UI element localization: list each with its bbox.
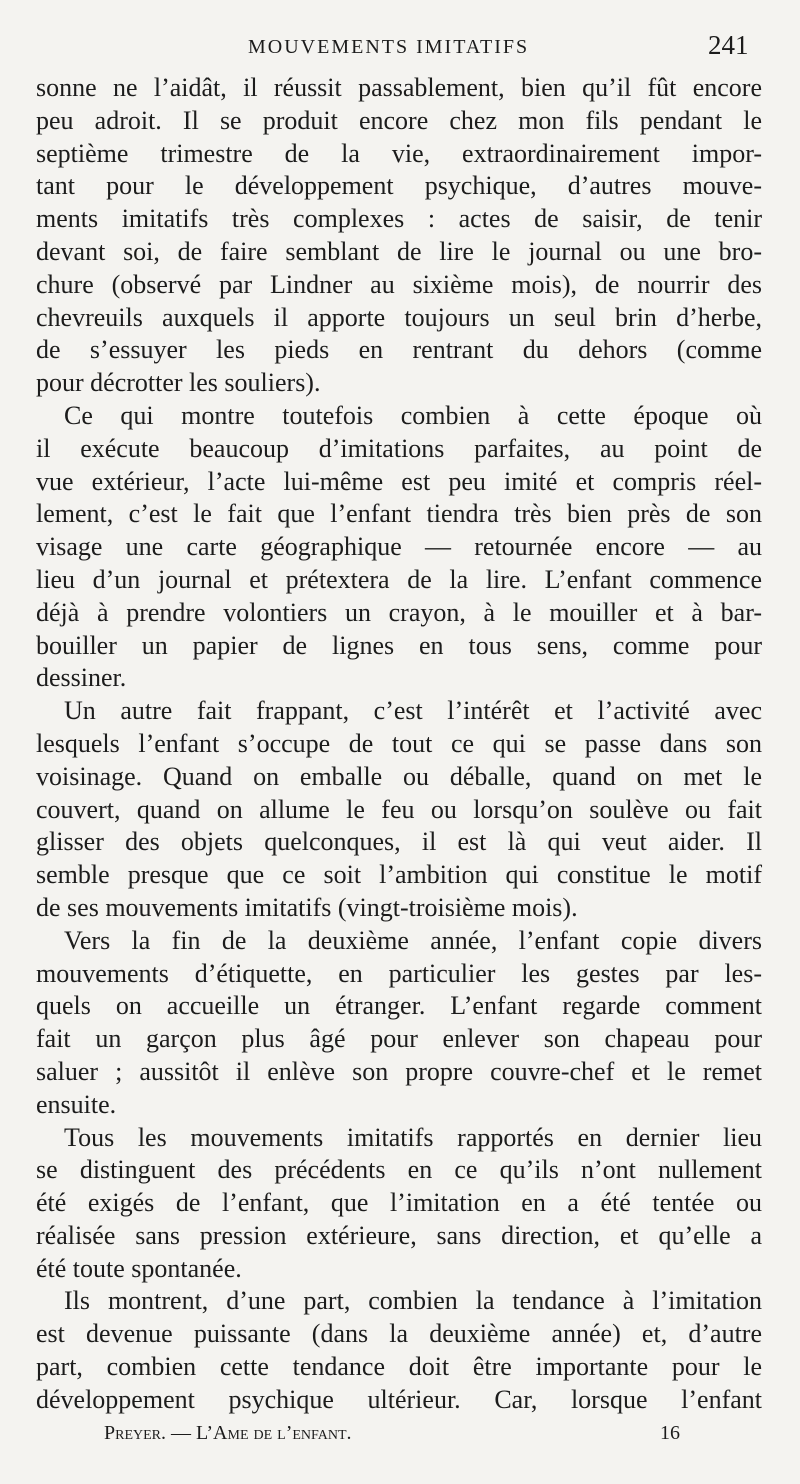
sheet-number: 16 [660,1422,680,1444]
paragraph-first-line: Tous les mouvements imitatifs rapportés en dernier lieu [64,1122,762,1152]
text-line: chure (observé par Lindner au sixième mois), de nourrir des [36,269,762,299]
paragraph-first-line: Ils montrent, d’une part, combien la tendance à l’imitation [64,1286,762,1316]
text-line: tant pour le développement psychique, d’autres mouve- [36,171,762,201]
text-line: fait un garçon plus âgé pour enlever son chapeau pour [36,1024,762,1054]
text-line: sonne ne l’aidât, il réussit passablement, bien qu’il fût encore [36,73,762,102]
page-footer [0,1422,800,1452]
body-text [36,72,762,1417]
text-line: été toute spontanée. [36,1253,242,1283]
running-title: MOUVEMENTS IMITATIFS [248,36,530,58]
text-line: semble presque que ce soit l’ambition qui constitue le motif [36,860,762,890]
text-line: voisinage. Quand on emballe ou déballe, quand on met le [36,761,762,791]
text-line: de s’essuyer les pieds en rentrant du dehors (comme [36,335,762,365]
text-line: saluer ; aussitôt il enlève son propre couvre-chef et le remet [36,1056,762,1086]
text-line: développement psychique ultérieur. Car, lorsque l’enfant [36,1384,762,1414]
text-line: mouvements d’étiquette, en particulier les gestes par les- [36,958,762,988]
text-line: dessiner. [36,663,127,693]
text-line: couvert, quand on allume le feu ou lorsqu’on soulève ou fait [36,794,762,824]
text-line: réalisée sans pression extérieure, sans direction, et qu’elle a [36,1220,762,1250]
footer-signature: Preyer. — L’Ame de l’enfant. [104,1422,352,1444]
text-line: bouiller un papier de lignes en tous sens, comme pour [36,630,762,660]
text-line: pour décrotter les souliers). [36,368,321,398]
paragraph-first-line: Un autre fait frappant, c’est l’intérêt et l’activité avec [64,696,762,726]
text-line: septième trimestre de la vie, extraordinairement impor- [36,138,762,168]
text-line: glisser des objets quelconques, il est là qui veut aider. Il [36,827,762,857]
text-line: part, combien cette tendance doit être importante pour le [36,1352,762,1382]
text-line: vue extérieur, l’acte lui-même est peu imité et compris réel- [36,466,762,496]
text-line: quels on accueille un étranger. L’enfant regarde comment [36,991,762,1021]
text-line: est devenue puissante (dans la deuxième année) et, d’autre [36,1319,762,1349]
text-line: peu adroit. Il se produit encore chez mon fils pendant le [36,105,762,135]
text-line: chevreuils auxquels il apporte toujours un seul brin d’herbe, [36,302,762,332]
text-line: se distinguent des précédents en ce qu’ils n’ont nullement [36,1155,762,1185]
text-line: lieu d’un journal et prétextera de la lire. L’enfant commence [36,564,762,594]
running-head [0,30,800,64]
text-line: lesquels l’enfant s’occupe de tout ce qui se passe dans son [36,728,762,758]
text-line: ments imitatifs très complexes : actes de saisir, de tenir [36,204,762,234]
text-line: devant soi, de faire semblant de lire le journal ou une bro- [36,236,762,266]
text-line: ensuite. [36,1089,117,1119]
text-line: visage une carte géographique — retournée encore — au [36,532,762,562]
paragraph-first-line: Ce qui montre toutefois combien à cette époque où [64,400,762,430]
text-line: été exigés de l’enfant, que l’imitation en a été tentée ou [36,1188,762,1218]
text-line: il exécute beaucoup d’imitations parfaites, au point de [36,433,762,463]
text-line: de ses mouvements imitatifs (vingt-troisième mois). [36,892,578,922]
paragraph-first-line: Vers la fin de la deuxième année, l’enfant copie divers [64,925,762,955]
text-line: lement, c’est le fait que l’enfant tiendra très bien près de son [36,499,762,529]
text-line: déjà à prendre volontiers un crayon, à le mouiller et à bar- [36,597,762,627]
page-number: 241 [708,30,749,60]
